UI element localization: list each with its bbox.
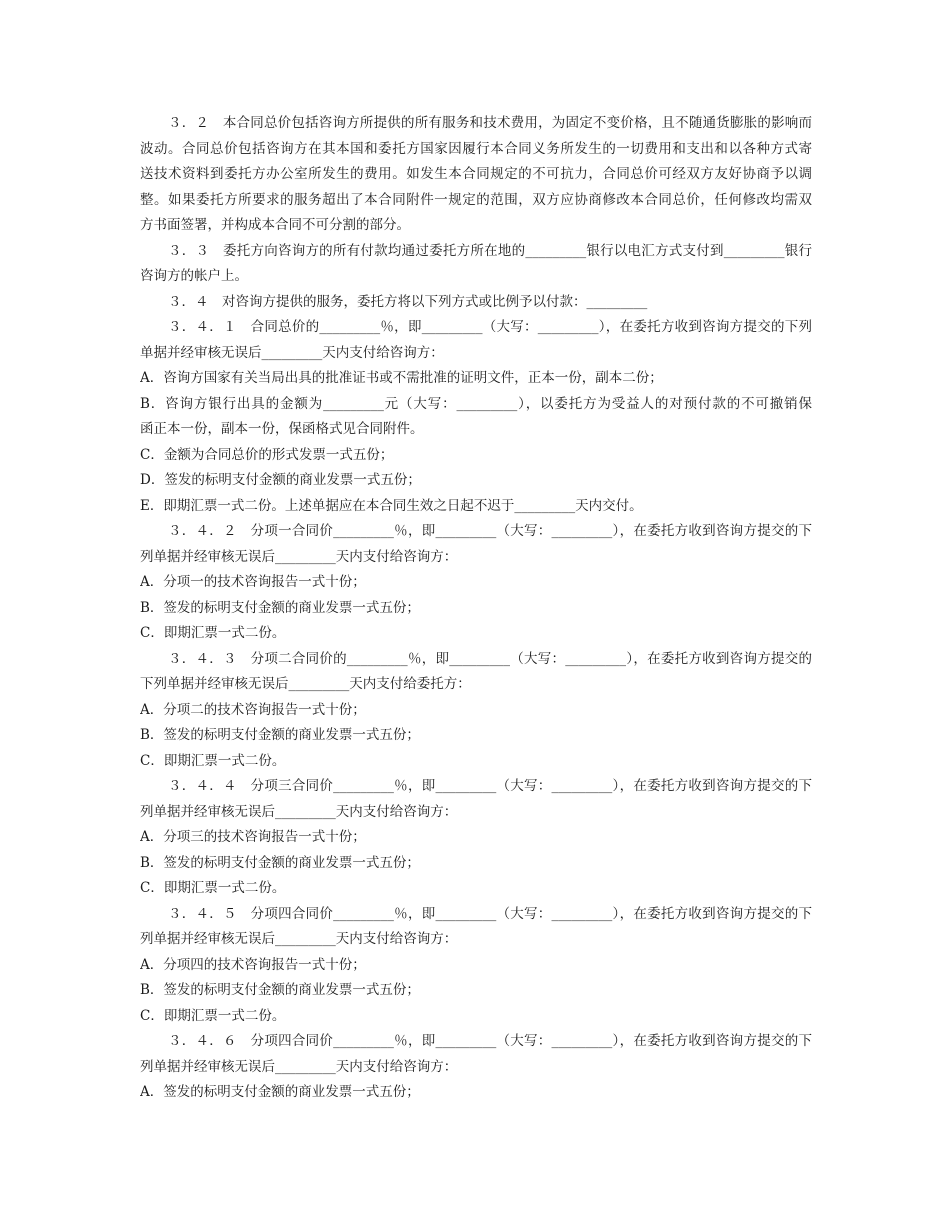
clause-3-2-line-1: ３．２ 本合同总价包括咨询方所提供的所有服务和技术费用，为固定不变价格，且不随通货膨胀的影响而 [168,115,812,131]
clause-3-2-line-2: 波动。合同总价包括咨询方在其本国和委托方国家因履行本合同义务所发生的一切费用和支出和以各种方式寄 [140,140,812,157]
list-item: A．分项四的技术咨询报告一式十份； [140,956,366,973]
clause-3-4-4-line-1: ３．４．４ 分项三合同价_________％，即_________（大写：_________），在委托方收到咨询方提交的下 [168,778,812,794]
clause-3-4-3-line-1: ３．４．３ 分项二合同价的_________％，即_________（大写：_________），在委托方收到咨询方提交的 [168,650,812,667]
clause-3-2-line-3: 送技术资料到委托方办公室所发生的费用。如发生本合同规定的不可抗力，合同总价可经双方友好协商予以调 [140,166,812,182]
list-item: D．签发的标明支付金额的商业发票一式五份； [140,472,421,488]
clause-3-4-2-line-1: ３．４．２ 分项一合同价_________％，即_________（大写：_________），在委托方收到咨询方提交的下 [168,523,812,539]
clause-3-2-line-5: 方书面签署，并构成本合同不可分割的部分。 [140,217,410,233]
clause-3-4-1-line-1: ３．４．１ 合同总价的_________％，即_________（大写：_________），在委托方收到咨询方提交的下列 [168,319,812,335]
list-item: B．签发的标明支付金额的商业发票一式五份； [140,854,420,871]
clause-3-4-6-line-1: ３．４．６ 分项四合同价_________％，即_________（大写：_________），在委托方收到咨询方提交的下 [168,1033,812,1049]
clause-3-4-line: ３．４ 对咨询方提供的服务，委托方将以下列方式或比例予以付款：_________ [168,293,648,310]
clause-3-3-line-1: ３．３ 委托方向咨询方的所有付款均通过委托方所在地的_________银行以电汇方式支付到_________银行 [168,242,812,259]
list-item: C．即期汇票一式二份。 [140,880,286,896]
list-item: C．即期汇票一式二份。 [140,752,286,769]
list-item: A．分项二的技术咨询报告一式十份； [140,701,366,718]
list-item: B．签发的标明支付金额的商业发票一式五份； [140,982,420,998]
clause-3-4-4-line-2: 列单据并经审核无误后_________天内支付给咨询方： [140,803,458,820]
clause-3-4-6-line-2: 列单据并经审核无误后_________天内支付给咨询方： [140,1058,458,1075]
list-item: A．分项三的技术咨询报告一式十份； [140,829,366,845]
list-item: A．咨询方国家有关当局出具的批准证书或不需批准的证明文件，正本一份，副本二份； [140,370,663,386]
list-item: C．即期汇票一式二份。 [140,1007,286,1024]
clause-3-2-line-4: 整。如果委托方所要求的服务超出了本合同附件一规定的范围，双方应协商修改本合同总价，任何修改均需双 [140,191,812,208]
list-item: E．即期汇票一式二份。上述单据应在本合同生效之日起不迟于_________天内交付。 [140,497,643,514]
clause-3-3-line-2: 咨询方的帐户上。 [140,268,248,284]
list-item: C．即期汇票一式二份。 [140,625,286,641]
clause-3-4-5-line-2: 列单据并经审核无误后_________天内支付给咨询方： [140,931,458,947]
list-item: B．签发的标明支付金额的商业发票一式五份； [140,727,420,743]
list-item: A．分项一的技术咨询报告一式十份； [140,574,366,590]
clause-3-4-3-line-2: 下列单据并经审核无误后_________天内支付给委托方： [140,676,471,692]
document-body [140,111,812,1106]
clause-3-4-1-line-2: 单据并经审核无误后_________天内支付给咨询方： [140,344,444,361]
list-item: C．金额为合同总价的形式发票一式五份； [140,446,394,463]
list-item: B．咨询方银行出具的金额为_________元（大写：_________），以委托方为受益人的对预付款的不可撤销保 [140,395,812,412]
clause-3-4-2-line-2: 列单据并经审核无误后_________天内支付给咨询方： [140,548,458,565]
list-item-continuation: 函正本一份，副本一份，保函格式见合同附件。 [140,421,424,437]
list-item: A．签发的标明支付金额的商业发票一式五份； [140,1084,420,1100]
clause-3-4-5-line-1: ３．４．５ 分项四合同价_________％，即_________（大写：_________），在委托方收到咨询方提交的下 [168,905,812,922]
list-item: B．签发的标明支付金额的商业发票一式五份； [140,599,420,616]
